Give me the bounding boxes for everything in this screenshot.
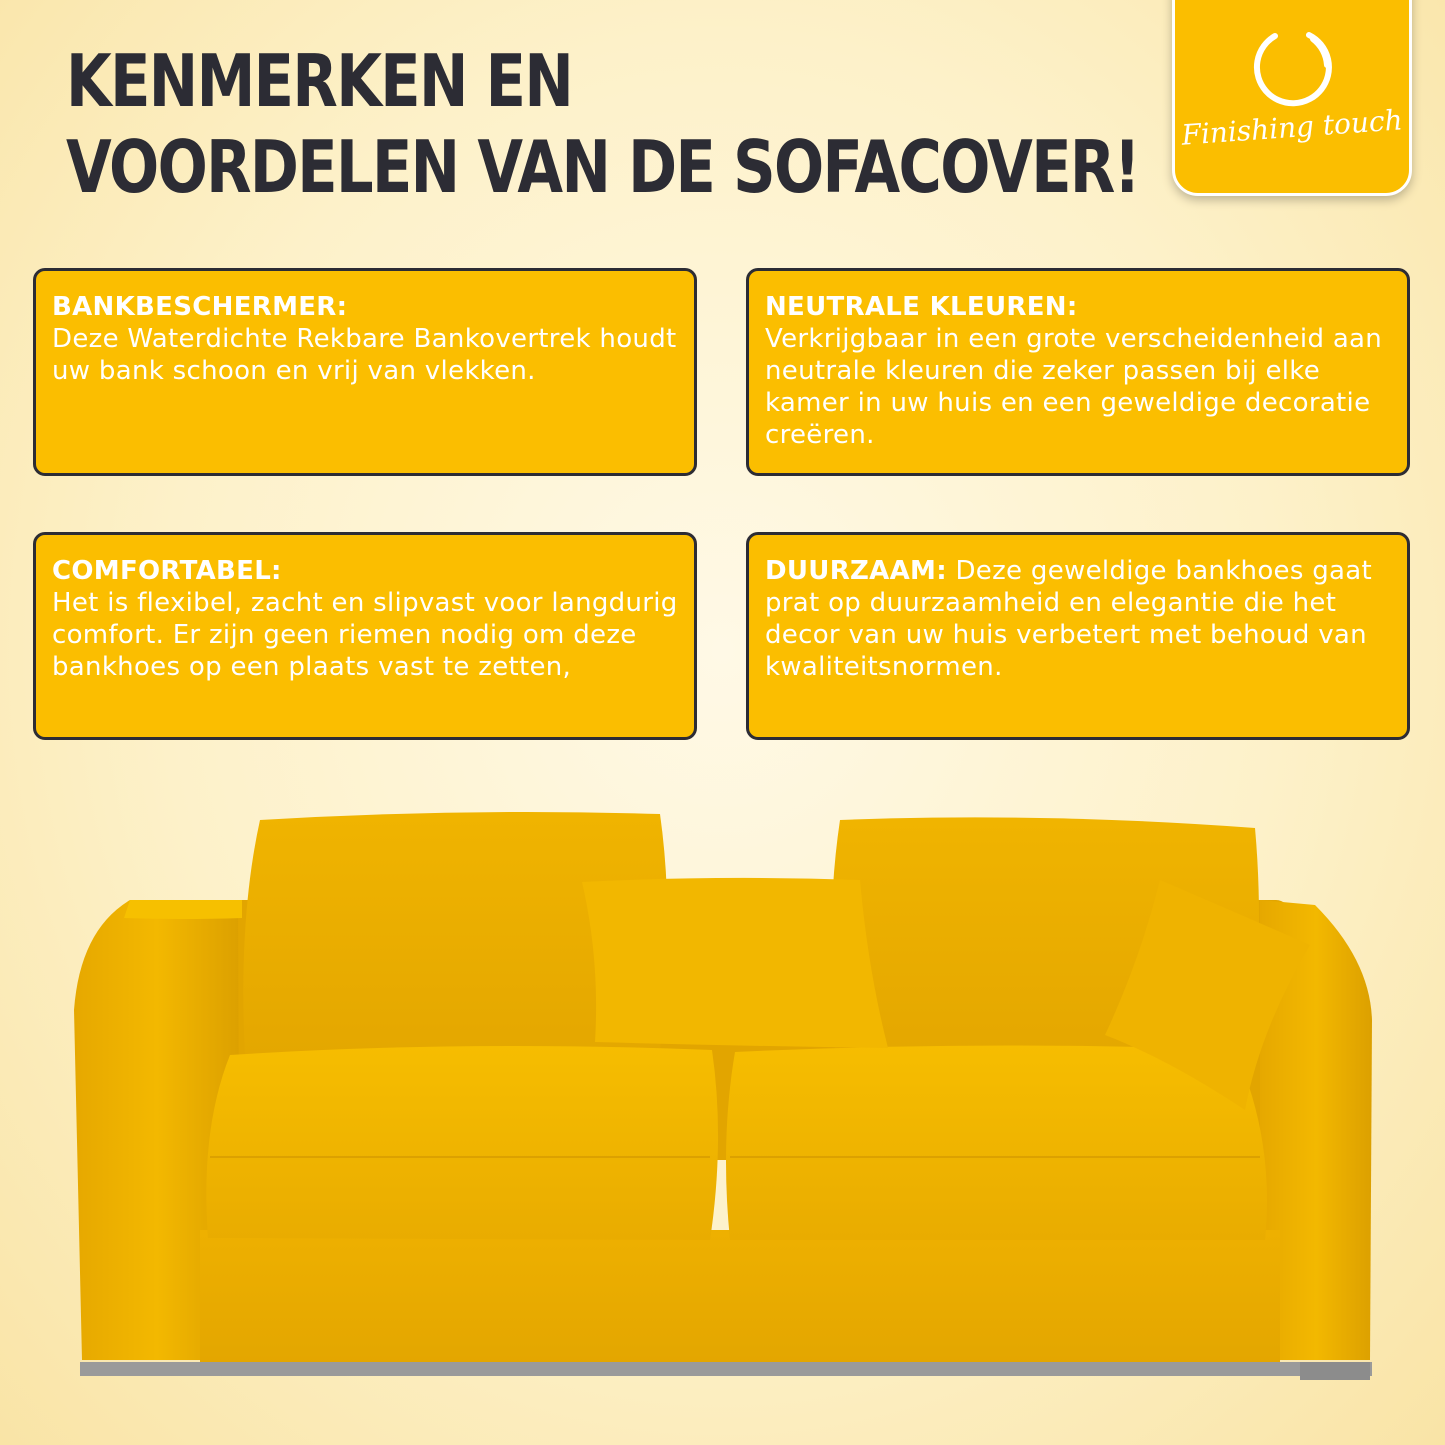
sofa-base <box>200 1230 1280 1365</box>
brand-logo <box>1172 0 1412 196</box>
sofa-plinth <box>80 1362 1372 1376</box>
card-heading: NEUTRALE KLEUREN: <box>765 292 1078 322</box>
sofa-image <box>60 800 1390 1400</box>
card-heading: BANKBESCHERMER: <box>52 292 348 322</box>
ring-logo-icon <box>1247 25 1337 115</box>
card-heading: DUURZAAM: <box>765 556 947 586</box>
brand-name: Finishing touch <box>1180 103 1404 152</box>
feature-card-comfortabel <box>33 532 697 740</box>
title-line-2: VOORDELEN VAN DE SOFACOVER! <box>66 125 1140 209</box>
card-body: Verkrijgbaar in een grote verscheidenheid aan neutrale kleuren die zeker passen bij elke kamer in uw huis en een geweldige decoratie creëren. <box>765 324 1383 450</box>
seat-cushion-right <box>726 1045 1267 1240</box>
card-heading: COMFORTABEL: <box>52 556 282 586</box>
card-body: Het is flexibel, zacht en slipvast voor langdurig comfort. Er zijn geen riemen nodig om deze bankhoes op een plaats vast te zetten, <box>52 588 678 682</box>
feature-card-neutrale-kleuren <box>746 268 1410 476</box>
feature-card-duurzaam <box>746 532 1410 740</box>
seat-cushion-left <box>206 1046 718 1240</box>
title-line-1: KENMERKEN EN <box>66 39 573 123</box>
page-title <box>66 38 1139 210</box>
sofa-arm-left-top <box>124 900 242 919</box>
feature-card-bankbeschermer <box>33 268 697 476</box>
card-body: Deze geweldige bankhoes gaat prat op duurzaamheid en elegantie die het decor van uw huis verbetert met behoud van kwaliteitsnormen. <box>765 556 1373 682</box>
card-body: Deze Waterdichte Rekbare Bankovertrek houdt uw bank schoon en vrij van vlekken. <box>52 324 677 386</box>
throw-pillow-center <box>582 878 888 1048</box>
